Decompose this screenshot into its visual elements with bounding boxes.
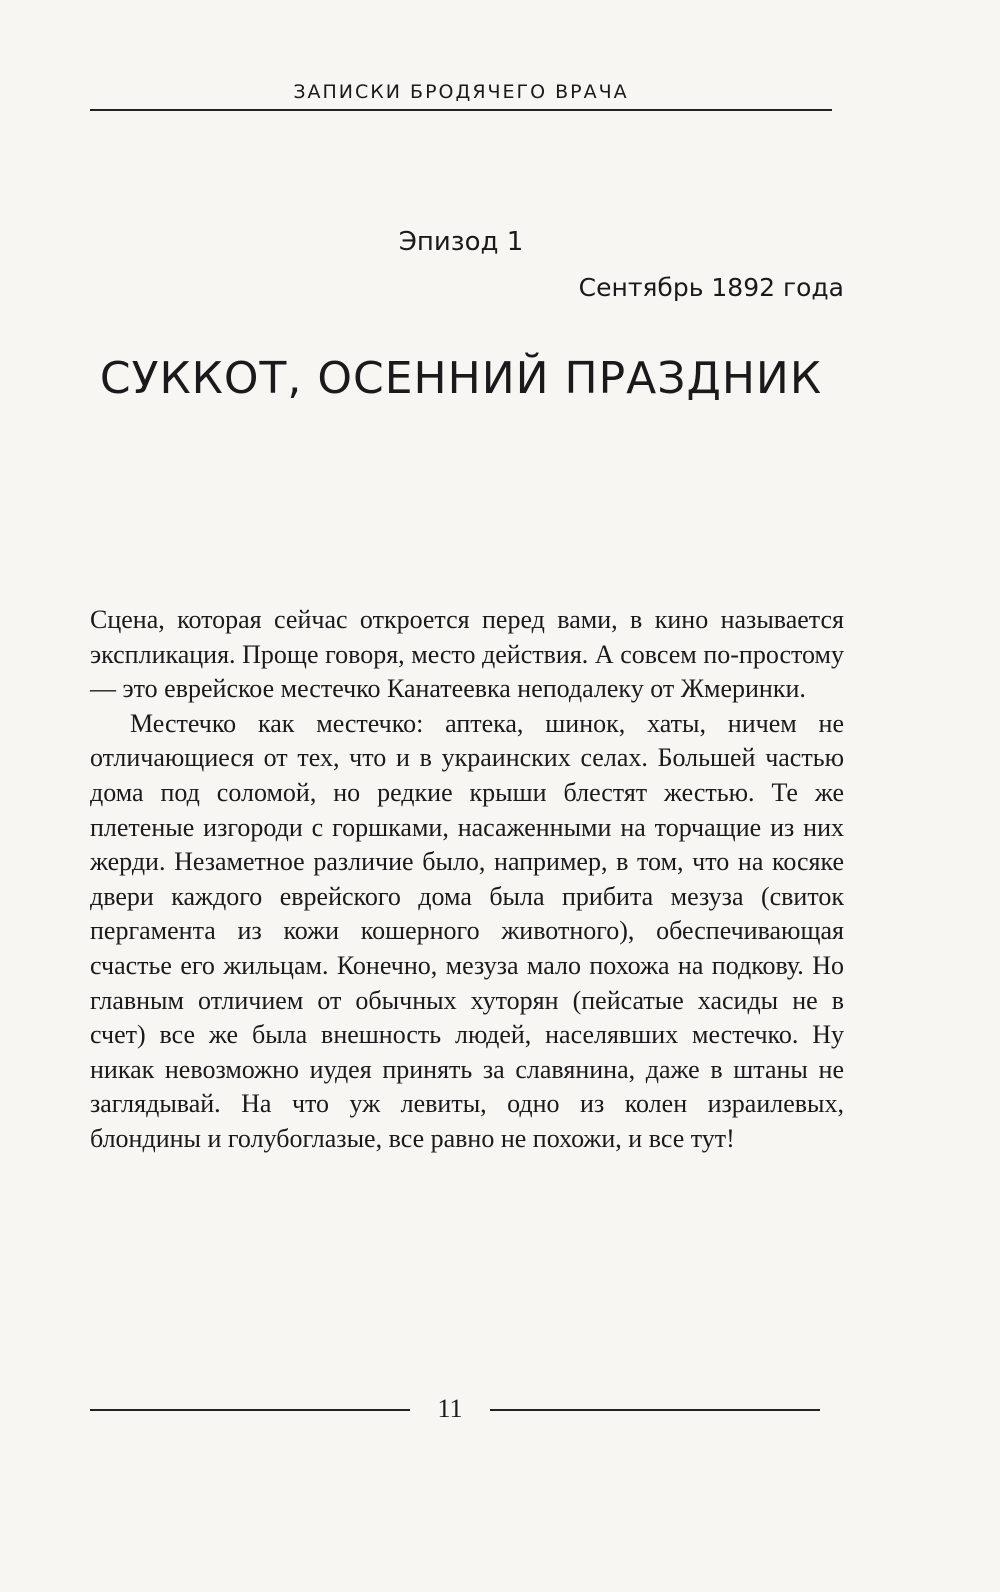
paragraph-1: Сцена, которая сейчас откроется перед вами, в кино называется экспликация. Проще говоря, место действия. А совсем по-простому — это еврейское местечко Канатеевка неподалеку от Жмеринки. xyxy=(90,605,844,704)
running-head: ЗАПИСКИ БРОДЯЧЕГО ВРАЧА xyxy=(293,81,629,103)
header-rule xyxy=(90,109,832,111)
footer-rule-right xyxy=(490,1409,820,1411)
paragraph-2: Местечко как местечко: аптека, шинок, хаты, ничем не отличающиеся от тех, что и в украинских селах. Большей частью дома под соломой, но редкие крыши блестят жестью. Те же плетеные изгороди с горшками, насаженными на торчащие из них жерди. Незаметное различие было, например, в том, что на косяке двери каждого еврейского дома была прибита мезуза (свиток пергамента из кожи кошерного животного), обеспечивающая счастье его жильцам. Конечно, мезуза мало похожа на подкову. Но главным отличием от обычных хуторян (пейсатые хасиды не в счет) все же была внешность людей, населявших местечко. Ну никак невозможно иудея принять за славянина, даже в штаны не заглядывай. На что уж левиты, одно из колен израилевых, блондины и голубоглазые, все равно не похожи, и все тут! xyxy=(90,708,844,1153)
body-text xyxy=(90,603,844,1157)
page-number: 11 xyxy=(437,1394,463,1423)
episode-label: Эпизод 1 xyxy=(398,227,524,257)
episode-date: Сентябрь 1892 года xyxy=(578,273,844,302)
chapter-title: СУККОТ, ОСЕННИЙ ПРАЗДНИК xyxy=(99,353,823,404)
footer-rule-left xyxy=(90,1409,410,1411)
